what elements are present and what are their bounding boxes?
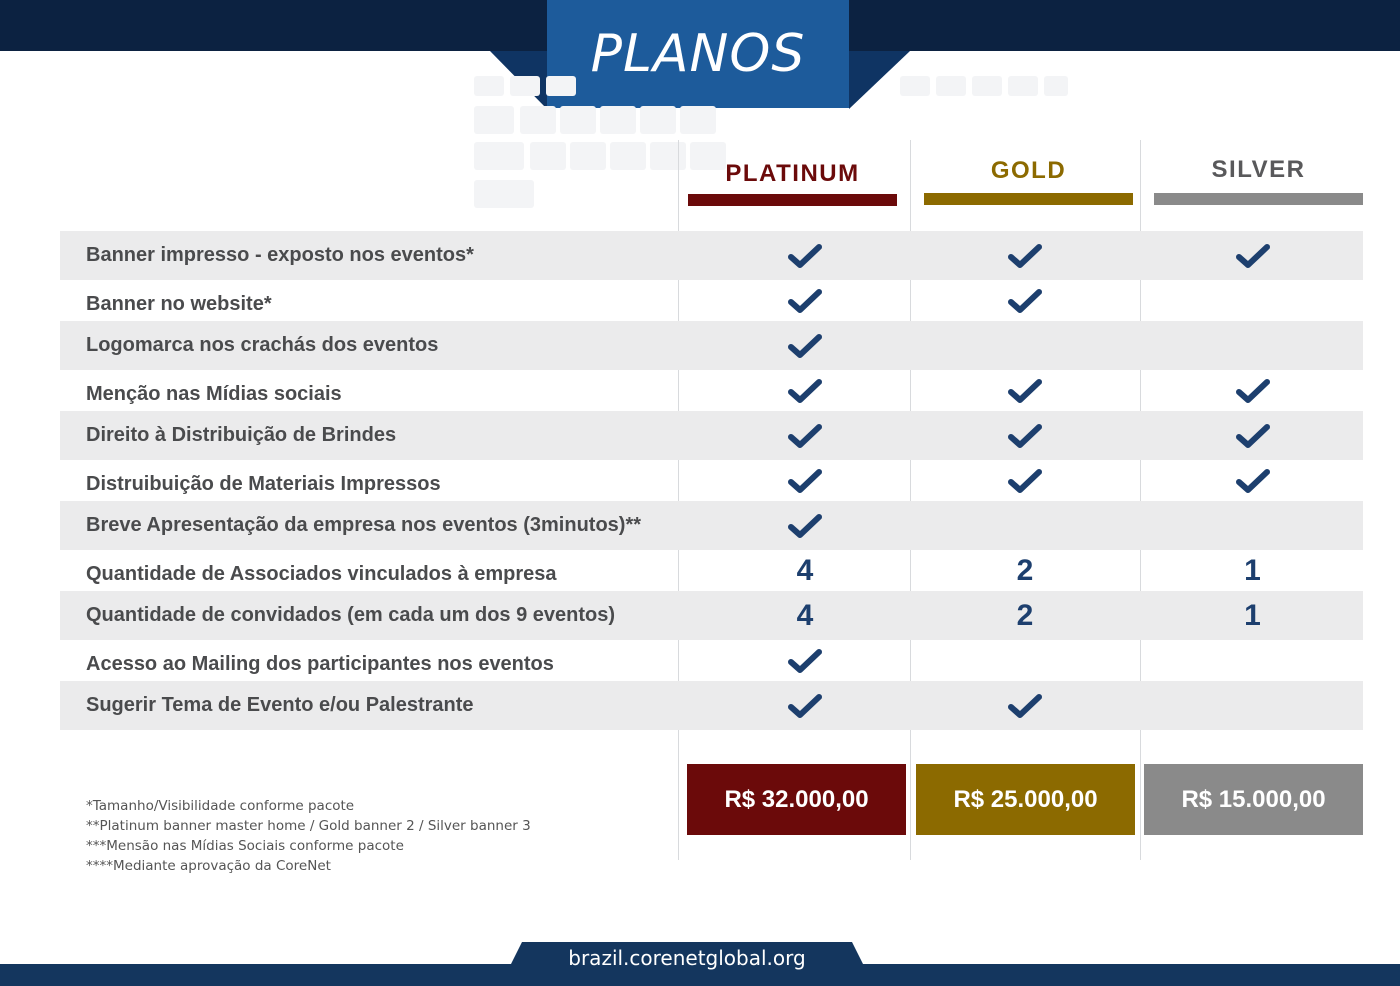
table-row <box>60 501 1363 550</box>
check-icon <box>1008 288 1042 314</box>
cell-silver <box>1200 370 1305 411</box>
count-value: 1 <box>1244 553 1261 587</box>
footnote: **Platinum banner master home / Gold banner 2 / Silver banner 3 <box>86 818 531 834</box>
count-value: 1 <box>1244 598 1261 632</box>
price-gold: R$ 25.000,00 <box>916 764 1135 835</box>
table-row <box>60 411 1363 460</box>
footnote: *Tamanho/Visibilidade conforme pacote <box>86 798 355 814</box>
plan-bar-gold <box>924 193 1133 205</box>
cell-silver <box>1200 411 1305 460</box>
check-icon <box>788 468 822 494</box>
check-icon <box>1008 693 1042 719</box>
check-icon <box>788 423 822 449</box>
table-row <box>60 640 1363 681</box>
feature-label: Direito à Distribuição de Brindes <box>86 424 397 446</box>
cell-platinum <box>750 280 860 321</box>
table-row <box>60 681 1363 730</box>
footnote: ***Mensão nas Mídias Sociais conforme pacote <box>86 838 404 854</box>
cell-platinum <box>750 591 860 640</box>
cell-gold <box>970 411 1080 460</box>
table-row <box>60 591 1363 640</box>
count-value: 2 <box>1016 553 1034 587</box>
cell-platinum <box>750 550 860 591</box>
cell-gold <box>970 550 1080 591</box>
plan-header-platinum: PLATINUM <box>725 160 860 187</box>
cell-platinum <box>750 640 860 681</box>
cell-platinum <box>750 411 860 460</box>
page-title: PLANOS <box>547 0 849 108</box>
count-value: 2 <box>1016 598 1034 632</box>
feature-label: Quantidade de Associados vinculados à empresa <box>86 563 557 585</box>
feature-label: Acesso ao Mailing dos participantes nos eventos <box>86 653 554 675</box>
footnotes <box>86 796 531 876</box>
check-icon <box>788 288 822 314</box>
check-icon <box>1236 423 1270 449</box>
check-icon <box>1008 243 1042 269</box>
cell-gold <box>970 681 1080 730</box>
plan-bar-platinum <box>688 194 897 206</box>
check-icon <box>788 693 822 719</box>
plan-bar-silver <box>1154 193 1363 205</box>
feature-label: Distruibuição de Materiais Impressos <box>86 473 441 495</box>
cell-gold <box>970 370 1080 411</box>
check-icon <box>788 648 822 674</box>
check-icon <box>788 513 822 539</box>
check-icon <box>1236 378 1270 404</box>
check-icon <box>788 243 822 269</box>
table-row <box>60 321 1363 370</box>
check-icon <box>788 333 822 359</box>
check-icon <box>1008 468 1042 494</box>
plan-header-gold: GOLD <box>990 157 1067 184</box>
feature-label: Quantidade de convidados (em cada um dos 9 eventos) <box>86 604 616 626</box>
check-icon <box>788 378 822 404</box>
cell-silver <box>1200 460 1305 501</box>
table-row <box>60 280 1363 321</box>
table-row <box>60 231 1363 280</box>
check-icon <box>1236 468 1270 494</box>
feature-table <box>60 231 1363 730</box>
cell-gold <box>970 280 1080 321</box>
count-value: 4 <box>796 553 814 587</box>
check-icon <box>1008 378 1042 404</box>
cell-gold <box>970 231 1080 280</box>
cell-platinum <box>750 501 860 550</box>
feature-label: Logomarca nos crachás dos eventos <box>86 334 439 356</box>
cell-gold <box>970 460 1080 501</box>
cell-platinum <box>750 681 860 730</box>
cell-platinum <box>750 321 860 370</box>
feature-label: Breve Apresentação da empresa nos eventos (3minutos)** <box>86 514 642 536</box>
cell-silver <box>1200 591 1305 640</box>
table-row <box>60 460 1363 501</box>
cell-silver <box>1200 231 1305 280</box>
check-icon <box>1008 423 1042 449</box>
feature-label: Sugerir Tema de Evento e/ou Palestrante <box>86 694 474 716</box>
price-silver: R$ 15.000,00 <box>1144 764 1363 835</box>
cell-platinum <box>750 231 860 280</box>
cell-platinum <box>750 370 860 411</box>
plan-header-silver: SILVER <box>1211 156 1306 183</box>
footnote: ****Mediante aprovação da CoreNet <box>86 858 331 874</box>
count-value: 4 <box>796 598 814 632</box>
table-row <box>60 550 1363 591</box>
table-row <box>60 370 1363 411</box>
check-icon <box>1236 243 1270 269</box>
footer-url[interactable]: brazil.corenetglobal.org <box>568 946 806 970</box>
feature-label: Menção nas Mídias sociais <box>86 383 342 405</box>
cell-platinum <box>750 460 860 501</box>
cell-silver <box>1200 550 1305 591</box>
feature-label: Banner impresso - exposto nos eventos* <box>86 244 474 266</box>
cell-gold <box>970 591 1080 640</box>
price-platinum: R$ 32.000,00 <box>687 764 906 835</box>
feature-label: Banner no website* <box>86 293 272 315</box>
